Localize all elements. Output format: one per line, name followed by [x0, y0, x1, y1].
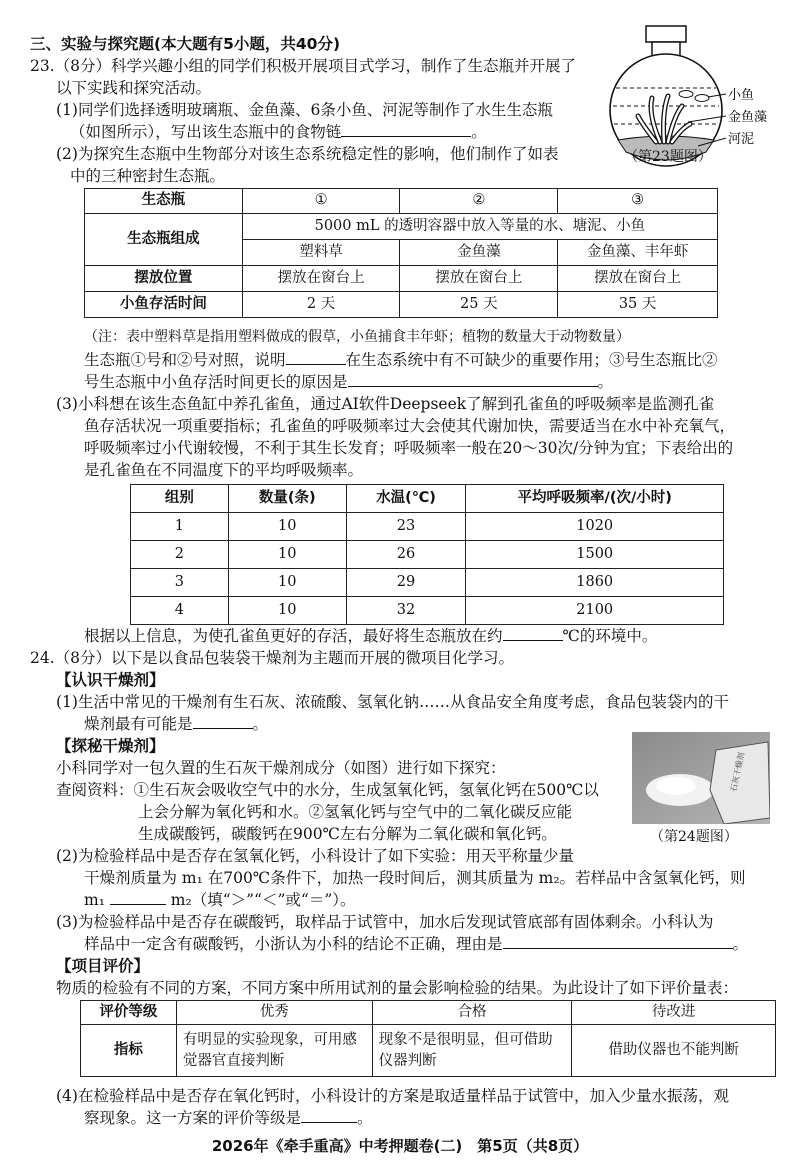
header-eval-level: 评价等级: [81, 1001, 177, 1025]
page-footer: 2026年《牵手重高》中考押题卷(二) 第5页（共8页）: [211, 1137, 589, 1155]
bottle-table: [84, 188, 718, 318]
q23-part1-line2: （如图所示），写出该生态瓶中的食物链 。: [70, 123, 487, 141]
cell: 1860: [466, 569, 724, 597]
fish-2: [695, 95, 709, 102]
table-row: [131, 569, 724, 597]
q24-intro-line4: 生成碳酸钙，碳酸钙在900℃左右分解为二氧化碳和氧化钙。: [138, 825, 557, 843]
cell: 10: [228, 569, 346, 597]
q23-part3-question: 根据以上信息，为使孔雀鱼更好的存活，最好将生态瓶放在约 ℃的环境中。: [84, 627, 658, 645]
answer-blank: [301, 1108, 357, 1123]
label-fish: 小鱼: [728, 88, 755, 103]
q24-intro-line3: 上会分解为氧化钙和水。②氢氧化钙与空气中的二氧化碳反应能: [138, 803, 573, 821]
table-row: [131, 513, 724, 541]
criteria-excellent: 有明显的实验现象，可用感觉器官直接判断: [176, 1025, 372, 1077]
cell: 2100: [466, 597, 724, 625]
cell: 10: [228, 597, 346, 625]
cell: 29: [346, 569, 466, 597]
cell: 4: [131, 597, 229, 625]
figure24-caption: （第24题图）: [650, 829, 738, 845]
header-excellent: 优秀: [176, 1001, 372, 1025]
label-algae: 金鱼藻: [728, 110, 768, 125]
cell: 1020: [466, 513, 724, 541]
q23-part2-line3: 生态瓶①号和②号对照，说明 在生态系统中有不可缺少的重要作用；③号生态瓶比②: [84, 351, 718, 369]
table-row: [131, 541, 724, 569]
survival-1: 2 天: [242, 292, 400, 318]
figure23-caption: （第23题图）: [624, 149, 712, 165]
answer-blank: [110, 890, 166, 905]
position-3: 摆放在窗台上: [558, 266, 718, 292]
header-composition: 生态瓶组成: [85, 214, 243, 266]
fish-1: [679, 91, 693, 98]
breathing-rate-table: [130, 484, 724, 625]
desiccant-photo: [632, 732, 770, 824]
cell: 26: [346, 541, 466, 569]
position-1: 摆放在窗台上: [242, 266, 400, 292]
q23-part3-line4: 是孔雀鱼在不同温度下的平均呼吸频率。: [84, 461, 364, 479]
q24-part2-line1: (2)为检验样品中是否存在氢氧化钙，小科设计了如下实验：用天平称量少量: [56, 847, 574, 865]
section-title: 三、实验与探究题(本大题有5小题，共40分): [30, 35, 341, 53]
cell: 3: [131, 569, 229, 597]
packet-label: 石灰干燥剂: [729, 751, 747, 793]
q24-part1-line1: (1)生活中常见的干燥剂有生石灰、浓硫酸、氢氧化钠……从食品安全角度考虑，食品包装袋内的干: [56, 693, 729, 711]
header-improve: 待改进: [572, 1001, 776, 1025]
q23-part2-line4: 号生态瓶中小鱼存活时间更长的原因是 。: [84, 373, 614, 391]
header-qualified: 合格: [372, 1001, 572, 1025]
cell: 10: [228, 541, 346, 569]
cell: 1500: [466, 541, 724, 569]
q23-part3-line3: 呼吸频率过小代谢较慢，不利于其生长发育；呼吸频率一般在20～30次/分钟为宜；下表给出的: [84, 439, 734, 457]
plant-2: 金鱼藻: [400, 240, 558, 266]
q24-part4-line1: (4)在检验样品中是否存在氧化钙时，小科设计的方案是取适量样品于试管中，加入少量水振荡，观: [56, 1087, 729, 1105]
position-2: 摆放在窗台上: [400, 266, 558, 292]
header-survival: 小鱼存活时间: [85, 292, 243, 318]
q23-part3-line2: 鱼存活状况一项重要指标；孔雀鱼的呼吸频率过大会使其代谢加快，需要适当在水中补充氧气，: [84, 417, 736, 435]
q24-stem: 24.（8分）以下是以食品包装袋干燥剂为主题而开展的微项目化学习。: [30, 649, 515, 667]
header-bottle: 生态瓶: [85, 189, 243, 214]
q24-eval-intro: 物质的检验有不同的方案，不同方案中所用试剂的量会影响检验的结果。为此设计了如下评价量表：: [56, 979, 739, 997]
answer-blank: [503, 626, 563, 641]
answer-blank: [341, 122, 471, 137]
cell: 32: [346, 597, 466, 625]
q23-part2-line1: (2)为探究生态瓶中生物部分对该生态系统稳定性的影响，他们制作了如表: [56, 145, 559, 163]
cell: 1: [131, 513, 229, 541]
cell: 10: [228, 513, 346, 541]
plant-3: 金鱼藻、丰年虾: [558, 240, 718, 266]
q23-stem-line2: 以下实践和探究活动。: [56, 79, 212, 97]
q24-part3-line1: (3)为检验样品中是否存在碳酸钙，取样品于试管中，加水后发现试管底部有固体剩余。小科认为: [56, 913, 714, 931]
answer-blank: [348, 372, 598, 387]
q24-part1-line2: 燥剂最有可能是 。: [84, 715, 269, 733]
survival-2: 25 天: [400, 292, 558, 318]
q24-intro-line2: 查阅资料：①生石灰会吸收空气中的水分，生成氢氧化钙，氢氧化钙在500℃以: [56, 781, 599, 799]
header-group: 组别: [131, 485, 229, 513]
q23-part3-line1: (3)小科想在该生态鱼缸中养孔雀鱼，通过AI软件Deepseek了解到孔雀鱼的呼吸频率是监测孔雀: [56, 395, 715, 413]
bottle-1: ①: [242, 189, 400, 214]
bottle-2: ②: [400, 189, 558, 214]
plant-1: 塑料草: [242, 240, 400, 266]
header-rate: 平均呼吸频率/(次/小时): [466, 485, 724, 513]
q24-part3-line2: 样品中一定含有碳酸钙，小浙认为小科的结论不正确，理由是 。: [84, 935, 749, 953]
answer-blank: [286, 350, 346, 365]
q24-part2-line2: 干燥剂质量为 m₁ 在700℃条件下，加热一段时间后，测其质量为 m₂。若样品中含氢氧化钙，则: [84, 869, 746, 887]
table-row: [131, 597, 724, 625]
q23-part1-line1: (1)同学们选择透明玻璃瓶、金鱼藻、6条小鱼、河泥等制作了水生生态瓶: [56, 101, 553, 119]
heading-explore-desiccant: 【探秘干燥剂】: [56, 737, 165, 755]
q23-part2-line2: 中的三种密封生态瓶。: [70, 167, 226, 185]
bottle-cap: [646, 26, 686, 42]
bottle-3: ③: [558, 189, 718, 214]
answer-blank: [193, 714, 253, 729]
q24-part4-line2: 察现象。这一方案的评价等级是 。: [84, 1109, 373, 1127]
survival-3: 35 天: [558, 292, 718, 318]
heading-evaluation: 【项目评价】: [56, 957, 150, 975]
answer-blank: [503, 934, 733, 949]
common-composition: 5000 mL 的透明容器中放入等量的水、塘泥、小鱼: [242, 214, 717, 240]
q23-stem-line1: 23.（8分）科学兴趣小组的同学们积极开展项目式学习，制作了生态瓶并开展了: [30, 57, 577, 75]
header-temp: 水温(℃): [346, 485, 466, 513]
evaluation-table: [80, 1000, 776, 1077]
row-label-indicator: 指标: [81, 1025, 177, 1077]
table-note: （注：表中塑料草是指用塑料做成的假草，小鱼捕食丰年虾；植物的数量大于动物数量）: [84, 329, 630, 345]
q24-intro-line1: 小科同学对一包久置的生石灰干燥剂成分（如图）进行如下探究：: [56, 759, 506, 777]
cell: 2: [131, 541, 229, 569]
heading-know-desiccant: 【认识干燥剂】: [56, 671, 165, 689]
cell: 23: [346, 513, 466, 541]
criteria-improve: 借助仪器也不能判断: [572, 1025, 776, 1077]
header-position: 摆放位置: [85, 266, 243, 292]
header-count: 数量(条): [228, 485, 346, 513]
label-mud: 河泥: [728, 132, 755, 147]
criteria-qualified: 现象不是很明显，但可借助仪器判断: [372, 1025, 572, 1077]
q24-part2-line3: m₁ m₂（填“＞”“＜”或“＝”）。: [84, 891, 356, 909]
